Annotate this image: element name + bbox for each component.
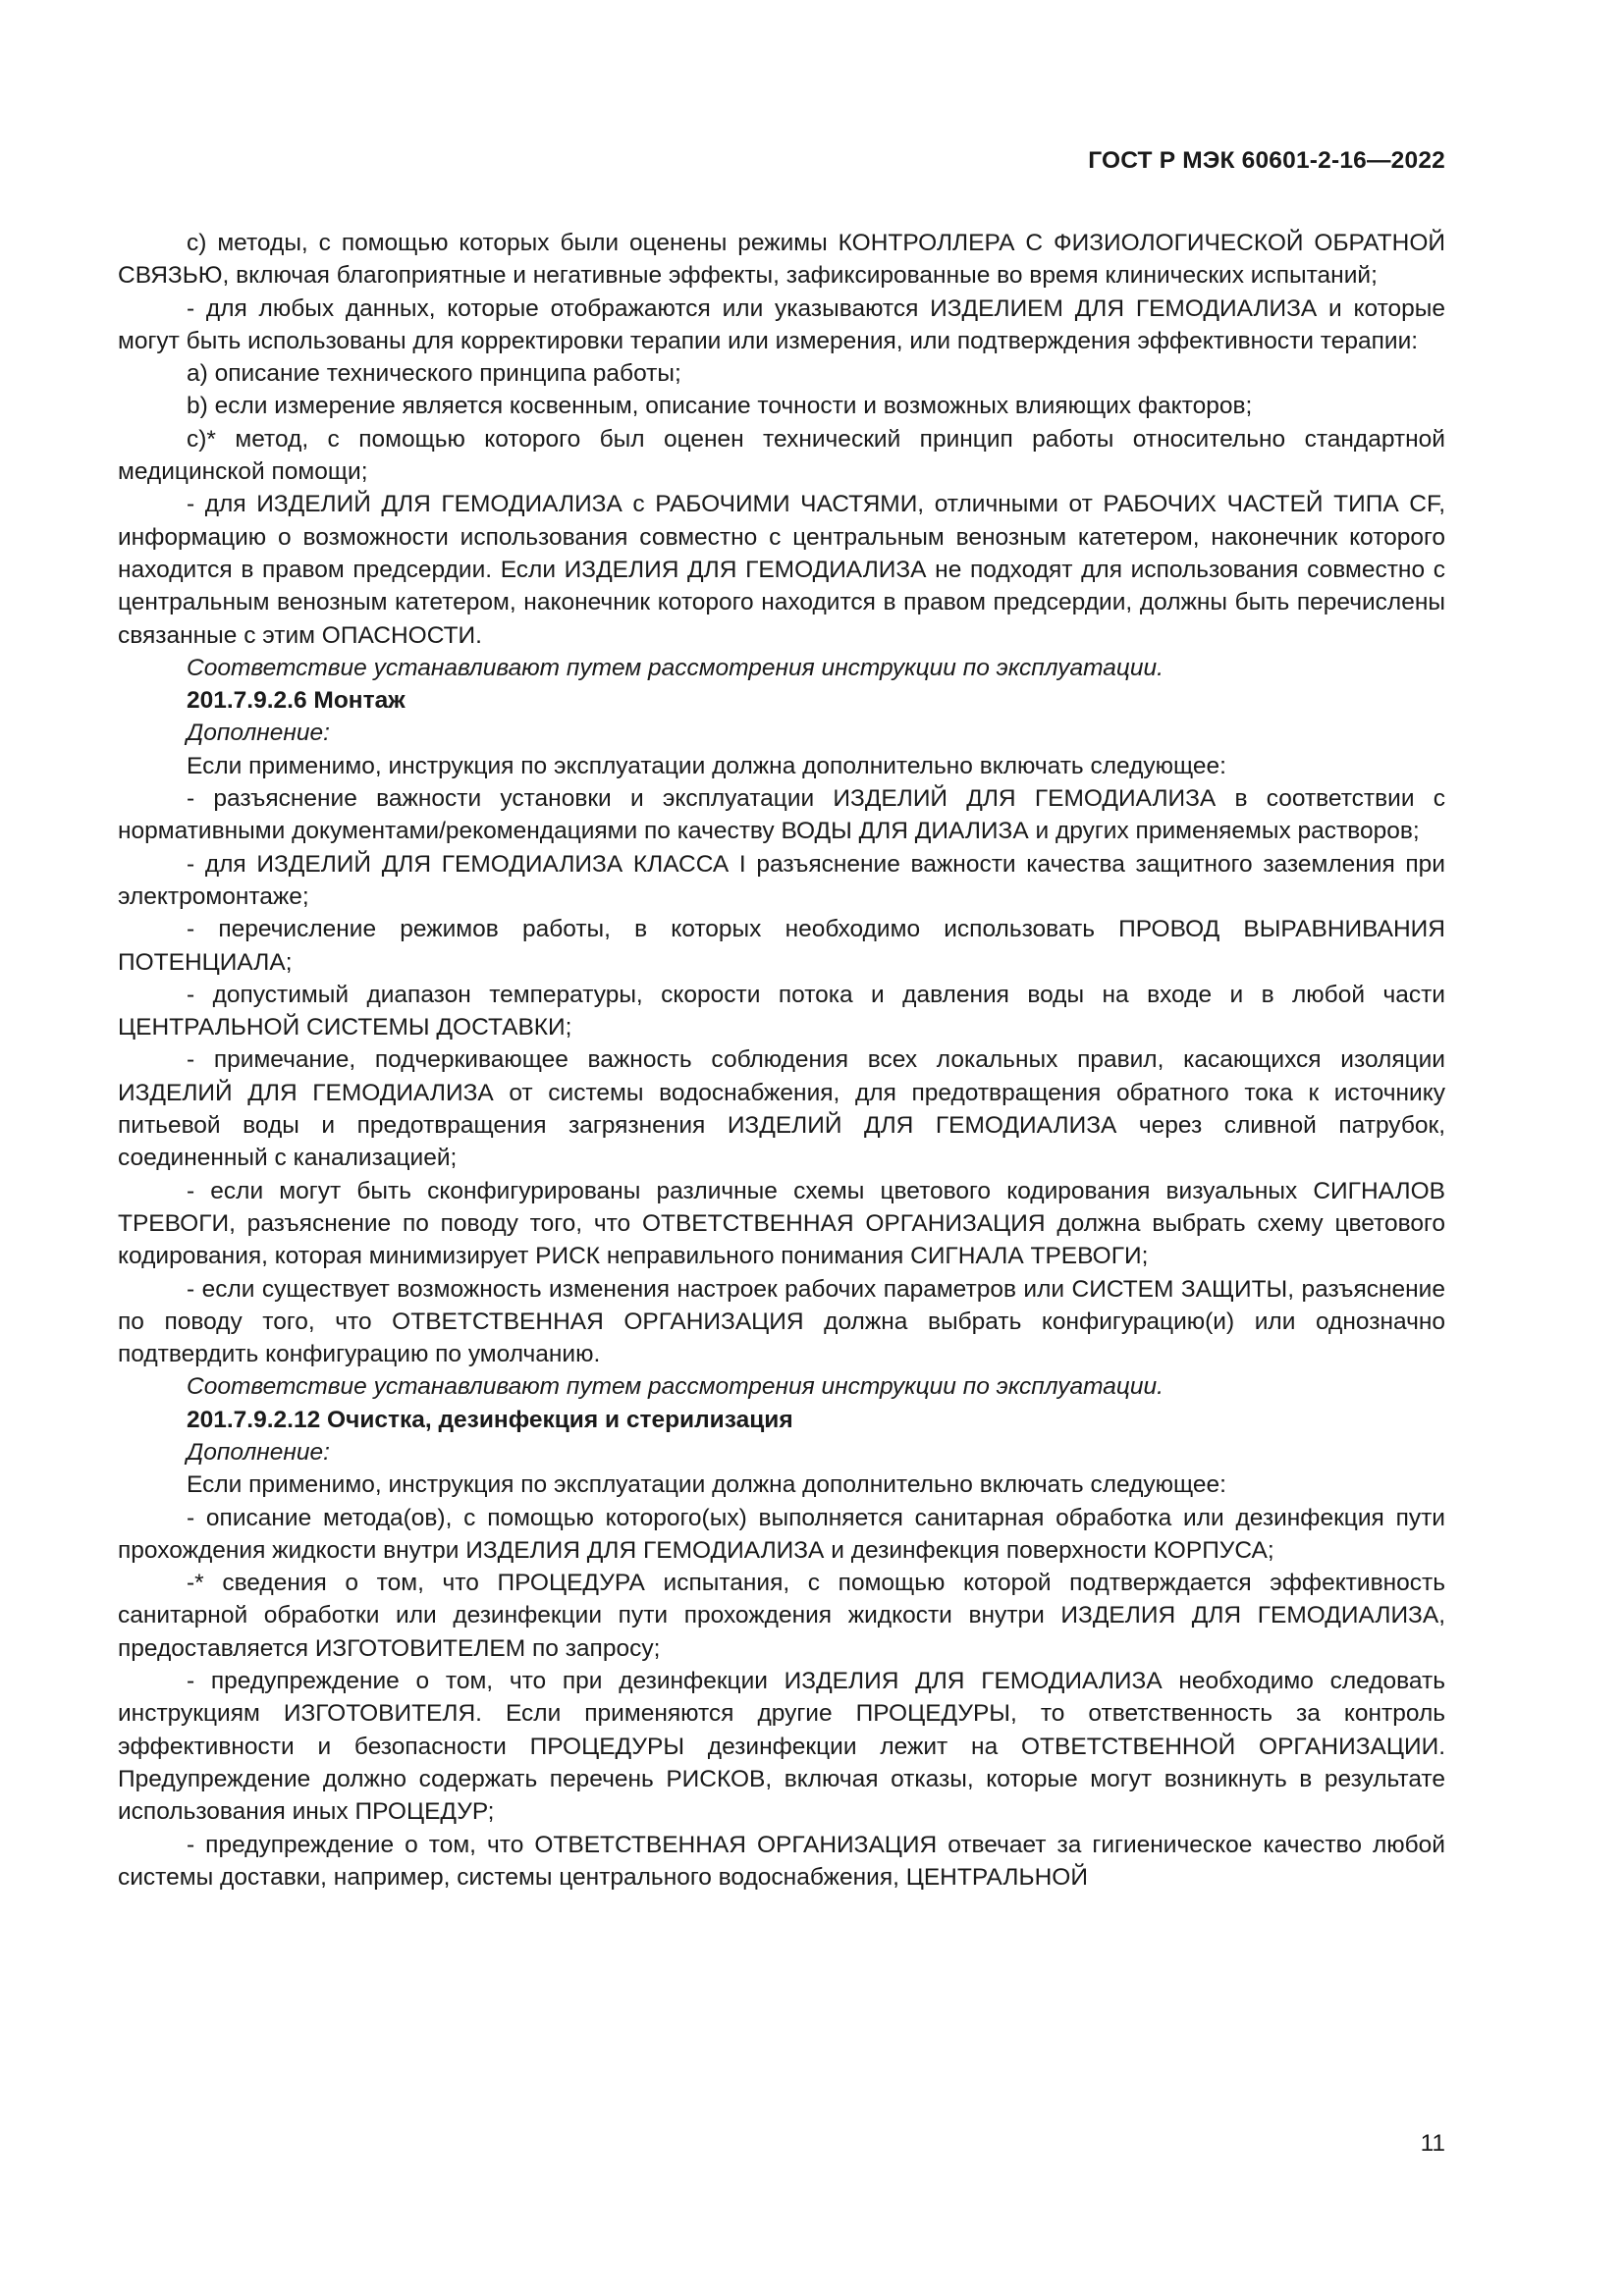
paragraph: - предупреждение о том, что при дезинфекции ИЗДЕЛИЯ ДЛЯ ГЕМОДИАЛИЗА необходимо следовать инструкциям ИЗГОТОВИТЕЛЯ. Если применяются другие ПРОЦЕДУРЫ, то ответственность за контроль эффективности и безопасности ПРОЦЕДУРЫ дезинфекции лежит на ОТВЕТСТВЕННОЙ ОРГАНИЗАЦИИ. Предупреждение должно содержать перечень РИСКОВ, включая отказы, которые могут возникнуть в результате использования иных ПРОЦЕДУР; [118, 1668, 1445, 1826]
paragraph: - для ИЗДЕЛИЙ ДЛЯ ГЕМОДИАЛИЗА с РАБОЧИМИ ЧАСТЯМИ, отличными от РАБОЧИХ ЧАСТЕЙ ТИПА CF, информацию о возможности использования совместно с центральным венозным катетером, наконечник которого находится в правом предсердии. Если ИЗДЕЛИЯ ДЛЯ ГЕМОДИАЛИЗА не подходят для использования совместно с центральным венозным катетером, наконечник которого находится в правом предсердии, должны быть перечислены связанные с этим ОПАСНОСТИ. [118, 491, 1445, 649]
paragraph: - для ИЗДЕЛИЙ ДЛЯ ГЕМОДИАЛИЗА КЛАССА I разъяснение важности качества защитного заземления при электромонтаже; [118, 850, 1445, 910]
paragraph: - примечание, подчеркивающее важность соблюдения всех локальных правил, касающихся изоляции ИЗДЕЛИЙ ДЛЯ ГЕМОДИАЛИЗА от системы водоснабжения, для предотвращения обратного тока к источнику питьевой воды и предотвращения загрязнения ИЗДЕЛИЙ ДЛЯ ГЕМОДИАЛИЗА через сливной патрубок, соединенный с канализацией; [118, 1046, 1445, 1172]
paragraph: с)* метод, с помощью которого был оценен технический принцип работы относительно стандартной медицинской помощи; [118, 425, 1445, 486]
italic-note: Соответствие устанавливают путем рассмотрения инструкции по эксплуатации. [187, 654, 1164, 681]
paragraph: - перечисление режимов работы, в которых необходимо использовать ПРОВОД ВЫРАВНИВАНИЯ ПОТЕНЦИАЛА; [118, 916, 1445, 976]
paragraph: b) если измерение является косвенным, описание точности и возможных влияющих факторов; [187, 393, 1253, 420]
paragraph: a) описание технического принципа работы; [187, 360, 681, 388]
italic-note: Соответствие устанавливают путем рассмотрения инструкции по эксплуатации. [187, 1373, 1164, 1401]
paragraph: - предупреждение о том, что ОТВЕТСТВЕННАЯ ОРГАНИЗАЦИЯ отвечает за гигиеническое качество любой системы доставки, например, системы центрального водоснабжения, ЦЕНТРАЛЬНОЙ [118, 1831, 1445, 1891]
paragraph: - описание метода(ов), с помощью которого(ых) выполняется санитарная обработка или дезинфекция пути прохождения жидкости внутри ИЗДЕЛИЯ ДЛЯ ГЕМОДИАЛИЗА и дезинфекция поверхности КОРПУСА; [118, 1504, 1445, 1564]
italic-note: Дополнение: [187, 720, 330, 747]
paragraph: с) методы, с помощью которых были оценены режимы КОНТРОЛЛЕРА С ФИЗИОЛОГИЧЕСКОЙ ОБРАТНОЙ СВЯЗЬЮ, включая благоприятные и негативные эффекты, зафиксированные во время клинических испытаний; [118, 230, 1445, 290]
document-header: ГОСТ Р МЭК 60601-2-16—2022 [1088, 147, 1445, 174]
paragraph: - допустимый диапазон температуры, скорости потока и давления воды на входе и в любой части ЦЕНТРАЛЬНОЙ СИСТЕМЫ ДОСТАВКИ; [118, 981, 1445, 1041]
page-number: 11 [1420, 2130, 1445, 2157]
section-heading: 201.7.9.2.6 Монтаж [187, 687, 406, 715]
paragraph: - если существует возможность изменения настроек рабочих параметров или СИСТЕМ ЗАЩИТЫ, разъяснение по поводу того, что ОТВЕТСТВЕННАЯ ОРГАНИЗАЦИЯ должна выбрать конфигурацию(и) или однозначно подтвердить конфигурацию по умолчанию. [118, 1275, 1445, 1368]
section-heading: 201.7.9.2.12 Очистка, дезинфекция и стерилизация [187, 1406, 793, 1433]
paragraph: - для любых данных, которые отображаются или указываются ИЗДЕЛИЕМ ДЛЯ ГЕМОДИАЛИЗА и которые могут быть использованы для корректировки терапии или измерения, или подтверждения эффективности терапии: [118, 294, 1445, 354]
paragraph: -* сведения о том, что ПРОЦЕДУРА испытания, с помощью которой подтверждается эффективность санитарной обработки или дезинфекции пути прохождения жидкости внутри ИЗДЕЛИЯ ДЛЯ ГЕМОДИАЛИЗА, предоставляется ИЗГОТОВИТЕЛЕМ по запросу; [118, 1570, 1445, 1662]
italic-note: Дополнение: [187, 1438, 330, 1466]
paragraph: Если применимо, инструкция по эксплуатации должна дополнительно включать следующее: [187, 1471, 1226, 1499]
paragraph: - если могут быть сконфигурированы различные схемы цветового кодирования визуальных СИГНАЛОВ ТРЕВОГИ, разъяснение по поводу того, что ОТВЕТСТВЕННАЯ ОРГАНИЗАЦИЯ должна выбрать схему цветового кодирования, которая минимизирует РИСК неправильного понимания СИГНАЛА ТРЕВОГИ; [118, 1177, 1445, 1270]
paragraph: Если применимо, инструкция по эксплуатации должна дополнительно включать следующее: [187, 752, 1226, 779]
paragraph: - разъяснение важности установки и эксплуатации ИЗДЕЛИЙ ДЛЯ ГЕМОДИАЛИЗА в соответствии с нормативными документами/рекомендациями по качеству ВОДЫ ДЛЯ ДИАЛИЗА и других применяемых растворов; [118, 785, 1445, 845]
document-body [118, 227, 1445, 1894]
